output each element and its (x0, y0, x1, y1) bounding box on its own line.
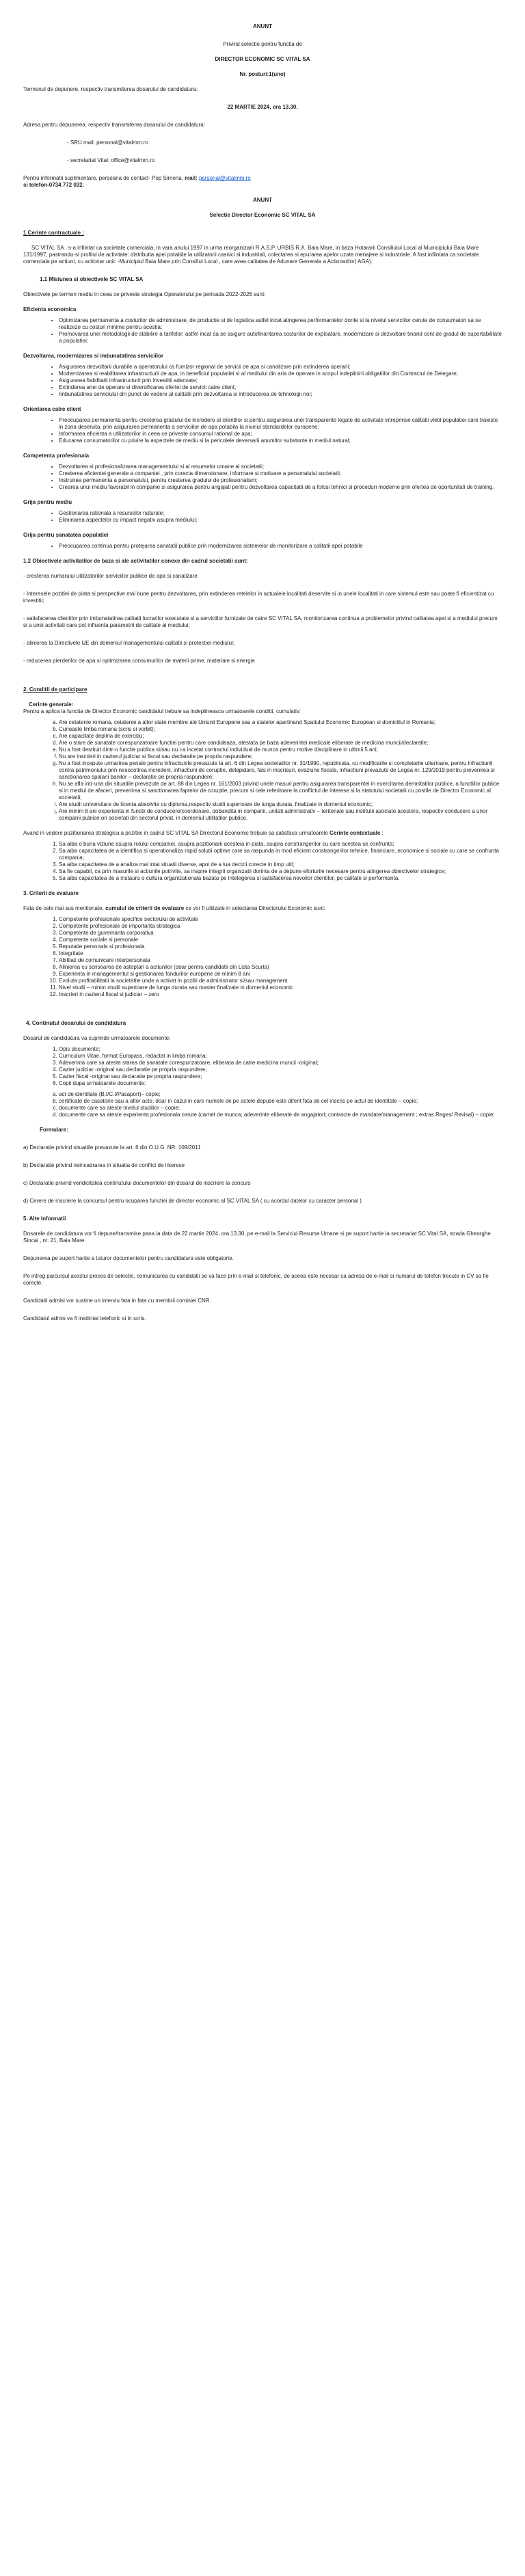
list-item: 4. Competente sociale si personale (59, 937, 502, 943)
list-item: f. Nu are inscrieri in cazierul judiciar si fiscal sau declaratie pe propria raspundere; (59, 753, 502, 760)
form-item: b) Declaratie privind neincadrarea in situatia de conflict de interese (23, 1162, 185, 1168)
group-title: Eficienta economica (23, 306, 77, 312)
company-intro: SC VITAL SA , s-a infiintat ca societate comerciala, in vara anului 1997 in urma reorganizarii R.A.S.P. URBIS R.A. Baia Mare, in baza Hotararii Consiliului Local al Municipiului Baia Mare 131/1997, pastrandu-si profilul de activitate: distributia apei potabile la utilizatorii casnici si industriali, colectarea si epurarea apelor uzate menajere si industriale. A fost infiintata ca societate comerciala pe actiuni, cu actionar unic -Municipiul Baia Mare prin Consiliul Local , care avea calitatea de Adunare Generala a Actionarilor( AGA). (23, 245, 479, 265)
contact-mail-link[interactable]: personal@vitalmm.ro (199, 175, 251, 181)
second-subtitle: Selectie Director Economic SC VITAL SA (209, 212, 316, 218)
list-item: e. Nu a fost destituit dintr-o functie publica si/sau nu i-a incetat contractul individual de munca pentru motive disciplinare in ultimii 5 ani; (59, 747, 502, 753)
deadline: 22 MARTIE 2024, ora 13.30. (227, 104, 298, 110)
list-item: 6. Copii dupa urmatoarele documente: (59, 1080, 502, 1087)
list-item: 11. Nivel studii – minim studii superioare de lunga durata sau master finalizate in domeniul economic (59, 984, 502, 991)
list-item: d. documente care sa ateste experienta profesionala cerute (carnet de munca; adeverinte eliberate de angajatori; contracte de mandate/management ; extras Reges/ Revisal) – copie; (59, 1112, 502, 1118)
bullet-list (23, 417, 502, 444)
list-item: d. Are o stare de sanatate corespunzatoare functiei pentru care candideaza, atestata pe baza adeverintei medicale eliberate de medicina muncii/declaratie; (59, 740, 502, 747)
form-item: c) Declaratie privind veridicitatea continutului documentelor din dosarul de inscriere la concurs (23, 1180, 251, 1186)
list-item: • Modernizarea si reabilitarea infrastructurii de apa, in beneficiul populatiei si al mediului din aria de operare in scopul indeplinirii obligatiilor din Contractul de Delegare; (59, 371, 502, 377)
criteria-intro (23, 905, 502, 912)
announcement-line: Privind selectie pentru functia de (223, 41, 302, 47)
subsection-1-2-title: 1.2 Obiectivele activitatilor de baza si ale activitatilor conexe din cadrul societatii sunt: (23, 558, 248, 564)
posts-count: Nr. posturi:1(uno) (239, 71, 286, 77)
section-3-title: 3. Criterii de evaluare (23, 890, 79, 896)
list-item: • Promovarea unei metodologii de stabilire a tarifelor; astfel incat sa se asigure autofinantarea costurilor de exploatare, modernizare si dezvoltare tinand cont de gradul de suportabilitate a populatiei; (59, 331, 502, 345)
list-item: 7. Abilitati de comunicare interpersonala (59, 957, 502, 964)
list-item: 5. Sa aiba capacitatea de a instaura o cultura organizationala bazata pe intelegerea si satisfacerea nevoilor clientilor, pe calitate si performanta. (59, 875, 502, 882)
list-item: • Educarea consumatorilor cu privire la aspectele de mediu si la pericolele deversarii anumitor substante in mediul natural; (59, 438, 502, 444)
contact-phone: si telefon-0734 772 032. (23, 182, 84, 188)
form-item: d) Cerere de inscriere la concursul pentru ocuparea functiei de director economic al SC VITAL SA ( cu acordul datelor cu caracter personal ) (23, 1198, 362, 1204)
document-page (23, 0, 502, 1322)
contact-info (23, 175, 502, 182)
forms-title: Formulare: (40, 1127, 68, 1133)
criteria-list (23, 916, 502, 998)
objectives-intro: Obiectivele pe termen mediu in ceea ce priveste strategia Operatorului pe perioada 2022-2026 sunt: (23, 291, 266, 297)
list-item: 3. Sa aiba capacitatea de a analiza mai intai situatii diverse, apoi de a lua decizii corecte in timp util; (59, 861, 502, 868)
list-item: 4. Cazier judiciar -original sau declaratie pe propria raspundere; (59, 1066, 502, 1073)
list-item: 3. Adeverinta care sa ateste starea de sanatate corespunzatoare, eliberata de catre medicina muncii -original; (59, 1060, 502, 1066)
list-item: • Instruirea permanenta a personalului, pentru cresterea gradului de profesionalism; (59, 477, 502, 484)
list-item: 1. Sa aiba o buna viziune asupra rolului companiei, asupra pozitionarii acesteia in piata, asupra constrangerilor cu care acestea se confrunta; (59, 841, 502, 848)
list-item: • Asigurarea fiabilitatii infrastructurii prin investitii adecvate; (59, 377, 502, 384)
section-5-title: 5. Alte informatii (23, 1216, 66, 1222)
group-title: Grija pentru mediu (23, 499, 72, 505)
list-item: • Cresterea eficientei generale a companiei , prin corecta dimensionare, informare si motivare a personalului societatii; (59, 470, 502, 477)
contextual-requirements-list (23, 841, 502, 882)
contact-mail-label: mail: (185, 175, 200, 181)
specific-intro-end: : (380, 830, 383, 836)
info-paragraph: Depunerea pe suport hartie a tuturor documentelor pentru candidatura este obligatorie. (23, 1255, 234, 1261)
bullet-list (23, 464, 502, 491)
contact-prefix: Pentru informatii suplimentare, persoana de contact- Pop Simona, (23, 175, 185, 181)
criteria-intro-text: Fata de cele mai sus mentionate, (23, 905, 106, 911)
form-item: a) Declaratie privind situatiile prevazute la art. 6 din O.U.G. NR. 109/2011 (23, 1144, 201, 1151)
announcement-title: ANUNT (253, 23, 272, 29)
list-item: • Gestionarea rationala a resurselor naturale; (59, 510, 502, 517)
second-title: ANUNT (253, 197, 272, 203)
list-item: 2. Competente profesionale de importanta strategica (59, 923, 502, 930)
list-item: 2. Curriculum Vitae, format Europass, redactat in limba romana; (59, 1053, 502, 1060)
list-item: 6. Integritate (59, 950, 502, 957)
deadline-intro: Termenul de depunere, respectiv transmiterea dosarului de candidatura: (23, 86, 198, 92)
sru-mail: - SRU mail: personal@vitalmm.ro (67, 139, 148, 146)
list-item: j. Are minim 8 ani experienta in functii de conducere/coordonare, dobandita in companii, unitati administrativ – teritoriale sau institutii asociate acestora, respectiv conducere a unor companii publice ori societati din sectorul privat, in domeniul utilitatilor publice. (59, 808, 502, 822)
general-requirements-list (23, 719, 502, 822)
list-item: 12. Inscrieri in cazierul fiscal si judiciar – zero (59, 991, 502, 998)
bullet-list (23, 543, 502, 550)
list-item: a. act de identitate (B.I/C.I/Pasaport)– copie; (59, 1091, 502, 1098)
group-title: Competenta profesionala (23, 453, 90, 459)
copies-list (23, 1091, 502, 1118)
mission-title: 1.1 Misiunea si obiectivele SC VITAL SA (40, 276, 144, 282)
list-item: • Informarea eficienta a utilizatorilor in ceea ce priveste consumul rational de apa; (59, 431, 502, 438)
list-item: • Optimizarea permanenta a costurilor de administrare, de productie si de logistica astfel incat atingerea performantelor dorite si la nivelul serviciilor cerute de consumatori sa se realizeze cu costuri minime pentru acestia; (59, 317, 502, 331)
objective-item: - alinierea la Directivele UE din domeniul managementului calitatii si protectiei mediului; (23, 640, 235, 646)
list-item: • Eliminarea aspectelor cu impact negativ asupra mediului; (59, 517, 502, 524)
group-title: Dezvoltarea, modernizarea si imbunatatirea serviciilor (23, 353, 163, 359)
bullet-list (23, 364, 502, 398)
list-item: 4. Sa fie capabil, ca prin masurile si actiunile potrivite, sa inspire integrii organizatii dorinta de a depune eforturile necesare pentru atingerea obiectivelor strategice; (59, 868, 502, 875)
list-item: i. Are studii universitare de licenta absolvite cu diploma,respectiv studii superioare de lunga durata, finalizate in domeniul economic; (59, 801, 502, 808)
specific-intro-bold: Cerinte contextuale (329, 830, 381, 836)
objective-item: - cresterea numarului utilizatorilor serviciilor publice de apa si canalizare (23, 573, 198, 579)
general-intro: Pentru a aplica la functia de Director Economic candidatul trebuie sa indeplineasca urmatoarele conditii, cumulativ: (23, 708, 301, 714)
group-title: Orientarea catre client (23, 406, 81, 412)
list-item: • Extinderea ariei de operare si diversificarea ofertei de servicii catre client; (59, 384, 502, 391)
list-item: 8. Alinierea cu scrisoarea de asteptari a actiunilor (doar pentru candidatii din Lista Scurta) (59, 964, 502, 971)
specific-intro-text: Avand in vedere pozitionarea strategica a pozitiei in cadrul SC VITAL SA Directorul Economic trebuie sa satisfaca urmatoarele (23, 830, 330, 836)
list-item: c. Are capacitate deplina de exercitiu; (59, 733, 502, 740)
list-item: g. Nu a fost incepute urmarirea penale pentru infractiunile prevazute la art. 6 din Legea societatilor nr. 31/1990, republicata, cu modificarile si completarile ulterioare, pentru infractiunil contra patrimoniului prin nesocotirea increderii, infractiuni de coruptie, delapidare, fals in inscrisuri, evaziune fiscala, infractiuni prevazute de Legea nr. 129/2019 pentru prevenirea si sanctionarea spalarii banilor – declaratie pe propria raspundere; (59, 760, 502, 781)
list-item: 1. Competente profesionale specifice sectorului de activitate (59, 916, 502, 923)
list-item: c. documente care sa ateste nivelul studiilor – copie; (59, 1105, 502, 1112)
info-paragraph: Dosarele de candidatura vor fi depuse/transmise pana la data de 22 martie 2024, ora 13.30, pe e-mail la Serviciul Resurse Umane si pe suport hartie la secretariat SC Vital SA, strada Gheorghe Sincai , nr. 21, Baia Mare. (23, 1231, 491, 1244)
list-item: 2. Sa aiba capacitatea de a identifica si operationaliza rapid solutii optime care sa raspunda in mod eficient constrangerilor tehnice, financiare, economice si sociale cu care se confrunta compania; (59, 848, 502, 861)
list-item: 5. Cazier fiscal -original sau declaratie pe propria raspundere; (59, 1073, 502, 1080)
list-item: 5. Reputatie personala si profesionala (59, 943, 502, 950)
list-item: a. Are cetatenie romana, cetatenie a altor state membre ale Uniunii Europene sau a statelor apartinand Spatiului Economic European si domiciliul in Romania; (59, 719, 502, 726)
info-paragraph: Candidatul admis va fi instiintat telefonic si in scris. (23, 1315, 146, 1321)
general-requirements-title: Cerinte generale: (29, 701, 74, 708)
section-2-title: 2. Conditii de participare (23, 686, 88, 693)
list-item: • Dezvoltarea si profesionalizarea managementului si al resurselor umane al societatii; (59, 464, 502, 470)
bullet-list (23, 317, 502, 345)
position-title: DIRECTOR ECONOMIC SC VITAL SA (215, 56, 310, 62)
list-item: 3. Competente de guvernanta corporativa (59, 930, 502, 937)
info-paragraph: Pe intreg parcursul acestui proces de selectie, comunicarea cu candidatii se va face prin e-mail si telefonic, de aceea este necesar ca adresa de e-mail si numarul de telefon trecute in CV sa fie corecte. (23, 1273, 489, 1286)
section-4-title: 4. Continutul dosarului de candidatura (26, 1020, 126, 1026)
criteria-intro-end: ce vor fi utilizate in selectarea Directorului Economic sunt: (184, 905, 325, 911)
list-item: • Imbunatatirea serviciului din punct de vedere al calitatii prin dezvoltarea si introducerea de tehnologii noi; (59, 391, 502, 398)
objective-item: - Interesele pozitiei de piata si perspective mai bune pentru dezvoltarea, prin extinderea retelelor in actualele localitati deservite si in unele localitati in care sistemul este sau poate fi eficientizat cu investitii; (23, 591, 494, 604)
list-item: 9. Experienta in managementul si gestionarea fondurilor europene de minim 8 ani (59, 971, 502, 978)
list-item: • Crearea unui mediu favorabil in companie si asigurarea pentru angajati pentru dezvoltarea capacitatii de a folosi tehnici si proceduri moderne prin ofertea de oportunitati de training. (59, 484, 502, 491)
list-item: 10. Evoluta profitabilitatii la societatile unde a activat in pozitii de administrator si/sau management (59, 978, 502, 984)
objective-item: - reducerea pierderilor de apa si optimizarea consumurilor de materii prime, materiale si energie (23, 658, 255, 664)
list-item: h. Nu se afla intr-una din situatiile prevazute de art. 88 din Legea nr. 161/2003 privind unele masuri pentru asigurarea transparentei in exercitarea demnitatilor publice, a functiilor publice si in mediul de afaceri, prevenirea si sanctionarea faptelor de coruptie, precum si cele referitoare la conflictul de interese si la statutului societatii cu postile de Director Economic al societatii; (59, 781, 502, 801)
specific-intro (23, 830, 502, 837)
section-1-title: 1.Cerinte contractuale : (23, 230, 84, 236)
group-title: Grija pentru sanatatea populatiei (23, 532, 109, 538)
info-paragraph: Candidatii admisi vor sustine un interviu fata in fata cu membrii comisiei CNR. (23, 1298, 211, 1304)
criteria-intro-bold: cumulul de criterii de evaluare (105, 905, 185, 911)
list-item: • Asigurarea dezvoltarii durabile a operatorului ca furnizor regional de servicii de apa si canalizare prin extinderea operarii; (59, 364, 502, 371)
documents-intro: Dosarul de candidatura va cuprinde urmatoarele documente: (23, 1035, 171, 1041)
documents-list (23, 1046, 502, 1087)
objective-item: - satisfacerea clientilor prin imbunatatirea calitatii lucrarilor executate si a serviciilor furnizate de catre SC VITAL SA, monitorizarea continua a problemelor privind calitatea apei si a mediului precum si a unei activitati care pot influenta parametrii de calitate ai mediului; (23, 615, 498, 628)
list-item: b. certificate de casatorie sau a altor acte, doar in cazul in care numele de pe actele depuse este diferit fata de cel inscris pe actul de identitate – copie; (59, 1098, 502, 1105)
address-intro: Adresa pentru depunerea, respectiv transmiterea dosarului de candidatura: (23, 122, 205, 128)
secretariat-mail: - secretariat Vital: office@vitalmm.ro (67, 157, 155, 163)
list-item: • Preocuparea permanenta pentru cresterea gradului de incredere al clientilor si pentru asigurarea unei transparente legate de activitate intreprinse calitatii vietii populatiei care traieste in zona deservita, prin asigurarea permanenta a serviciilor de apa potabila la nivelul standardelor europene; (59, 417, 502, 431)
list-item: 1. Opis documente; (59, 1046, 502, 1053)
bullet-list (23, 510, 502, 524)
list-item: • Preocuparea continua pentru protejarea sanatatii publice prin modernizarea sistemelor de monitorizare a calitatii apei potabile (59, 543, 502, 550)
list-item: b. Cunoaste limba romana (scris si vorbit); (59, 726, 502, 733)
